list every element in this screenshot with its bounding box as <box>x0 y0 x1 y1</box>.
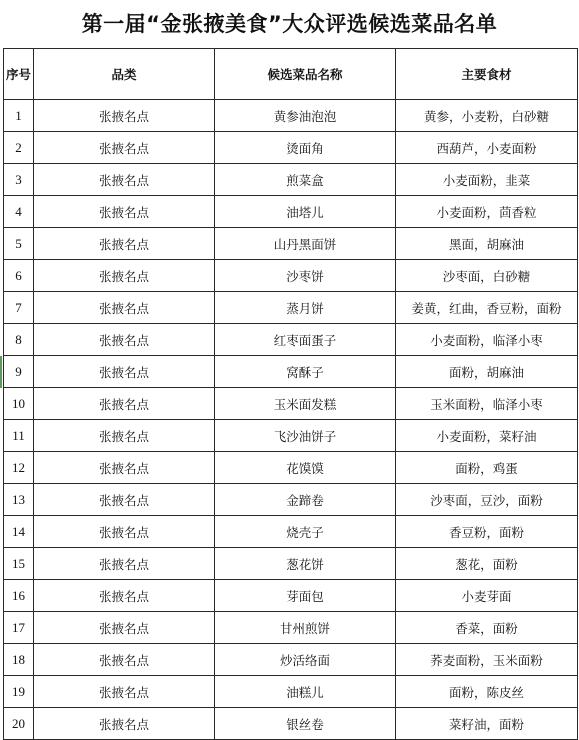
cell-index: 13 <box>4 484 34 516</box>
cell-index: 4 <box>4 196 34 228</box>
cell-ingredients: 玉米面粉，临泽小枣 <box>396 388 578 420</box>
cell-dish-name: 芽面包 <box>215 580 396 612</box>
cell-ingredients: 葱花，面粉 <box>396 548 578 580</box>
cell-dish-name: 玉米面发糕 <box>215 388 396 420</box>
cell-ingredients: 小麦芽面 <box>396 580 578 612</box>
table-row <box>4 676 578 708</box>
cell-index: 14 <box>4 516 34 548</box>
cell-category: 张掖名点 <box>34 580 215 612</box>
cell-index: 9 <box>4 356 34 388</box>
cell-index: 1 <box>4 100 34 132</box>
cell-dish-name: 金蹄卷 <box>215 484 396 516</box>
cell-ingredients: 菜籽油，面粉 <box>396 708 578 740</box>
cell-dish-name: 沙枣饼 <box>215 260 396 292</box>
cell-dish-name: 油糕儿 <box>215 676 396 708</box>
cell-dish-name: 黄参油泡泡 <box>215 100 396 132</box>
cell-category: 张掖名点 <box>34 708 215 740</box>
cell-index: 2 <box>4 132 34 164</box>
cell-category: 张掖名点 <box>34 100 215 132</box>
table-row <box>4 548 578 580</box>
candidate-dishes-table <box>3 48 578 740</box>
cell-dish-name: 飞沙油饼子 <box>215 420 396 452</box>
cell-category: 张掖名点 <box>34 228 215 260</box>
cell-category: 张掖名点 <box>34 356 215 388</box>
table-row <box>4 356 578 388</box>
column-header-category: 品类 <box>34 49 215 100</box>
cell-index: 10 <box>4 388 34 420</box>
cell-dish-name: 甘州煎饼 <box>215 612 396 644</box>
cell-ingredients: 面粉，胡麻油 <box>396 356 578 388</box>
table-row <box>4 228 578 260</box>
cell-index: 12 <box>4 452 34 484</box>
table-row <box>4 516 578 548</box>
cell-index: 20 <box>4 708 34 740</box>
cell-ingredients: 荞麦面粉，玉米面粉 <box>396 644 578 676</box>
table-row <box>4 420 578 452</box>
cell-category: 张掖名点 <box>34 196 215 228</box>
cell-index: 19 <box>4 676 34 708</box>
cell-ingredients: 小麦面粉，菜籽油 <box>396 420 578 452</box>
table-row <box>4 132 578 164</box>
cell-index: 5 <box>4 228 34 260</box>
table-row <box>4 708 578 740</box>
cell-dish-name: 花馍馍 <box>215 452 396 484</box>
page-title: 第一届“金张掖美食”大众评选候选菜品名单 <box>81 12 498 36</box>
table-row <box>4 292 578 324</box>
cell-index: 18 <box>4 644 34 676</box>
table-row <box>4 580 578 612</box>
cell-dish-name: 窝酥子 <box>215 356 396 388</box>
cell-ingredients: 沙枣面，白砂糖 <box>396 260 578 292</box>
cell-category: 张掖名点 <box>34 292 215 324</box>
table-row <box>4 324 578 356</box>
cell-ingredients: 小麦面粉，韭菜 <box>396 164 578 196</box>
cell-dish-name: 葱花饼 <box>215 548 396 580</box>
cell-category: 张掖名点 <box>34 452 215 484</box>
column-header-dish-name: 候选菜品名称 <box>215 49 396 100</box>
table-header-row <box>4 49 578 100</box>
column-header-ingredients: 主要食材 <box>396 49 578 100</box>
cell-category: 张掖名点 <box>34 516 215 548</box>
cell-category: 张掖名点 <box>34 676 215 708</box>
cell-index: 17 <box>4 612 34 644</box>
table-row <box>4 164 578 196</box>
cell-category: 张掖名点 <box>34 388 215 420</box>
table-row <box>4 260 578 292</box>
cell-category: 张掖名点 <box>34 644 215 676</box>
cell-dish-name: 烫面角 <box>215 132 396 164</box>
cell-index: 11 <box>4 420 34 452</box>
cell-category: 张掖名点 <box>34 612 215 644</box>
cell-ingredients: 小麦面粉，茴香粒 <box>396 196 578 228</box>
cell-dish-name: 山丹黑面饼 <box>215 228 396 260</box>
cell-ingredients: 姜黄，红曲，香豆粉，面粉 <box>396 292 578 324</box>
table-row <box>4 388 578 420</box>
cell-dish-name: 炒活络面 <box>215 644 396 676</box>
cell-category: 张掖名点 <box>34 484 215 516</box>
cell-index: 7 <box>4 292 34 324</box>
cell-category: 张掖名点 <box>34 548 215 580</box>
cell-ingredients: 面粉，鸡蛋 <box>396 452 578 484</box>
cell-ingredients: 黄参，小麦粉，白砂糖 <box>396 100 578 132</box>
column-header-index: 序号 <box>4 49 34 100</box>
cell-index: 16 <box>4 580 34 612</box>
cell-index: 8 <box>4 324 34 356</box>
cell-category: 张掖名点 <box>34 260 215 292</box>
cell-ingredients: 西葫芦，小麦面粉 <box>396 132 578 164</box>
cell-category: 张掖名点 <box>34 324 215 356</box>
table-row <box>4 196 578 228</box>
cell-dish-name: 银丝卷 <box>215 708 396 740</box>
table-row <box>4 612 578 644</box>
cell-index: 3 <box>4 164 34 196</box>
table-row <box>4 644 578 676</box>
cell-dish-name: 蒸月饼 <box>215 292 396 324</box>
cell-index: 6 <box>4 260 34 292</box>
cell-category: 张掖名点 <box>34 420 215 452</box>
cell-category: 张掖名点 <box>34 132 215 164</box>
table-body <box>4 100 578 740</box>
cell-ingredients: 小麦面粉，临泽小枣 <box>396 324 578 356</box>
cell-dish-name: 红枣面蛋子 <box>215 324 396 356</box>
cell-ingredients: 香菜，面粉 <box>396 612 578 644</box>
row-selection-indicator <box>0 356 2 388</box>
cell-dish-name: 油塔儿 <box>215 196 396 228</box>
cell-dish-name: 煎菜盒 <box>215 164 396 196</box>
cell-dish-name: 烧壳子 <box>215 516 396 548</box>
table-row <box>4 452 578 484</box>
table-row <box>4 484 578 516</box>
cell-category: 张掖名点 <box>34 164 215 196</box>
cell-ingredients: 面粉，陈皮丝 <box>396 676 578 708</box>
cell-ingredients: 黑面，胡麻油 <box>396 228 578 260</box>
table-row <box>4 100 578 132</box>
cell-ingredients: 沙枣面，豆沙，面粉 <box>396 484 578 516</box>
cell-ingredients: 香豆粉，面粉 <box>396 516 578 548</box>
cell-index: 15 <box>4 548 34 580</box>
